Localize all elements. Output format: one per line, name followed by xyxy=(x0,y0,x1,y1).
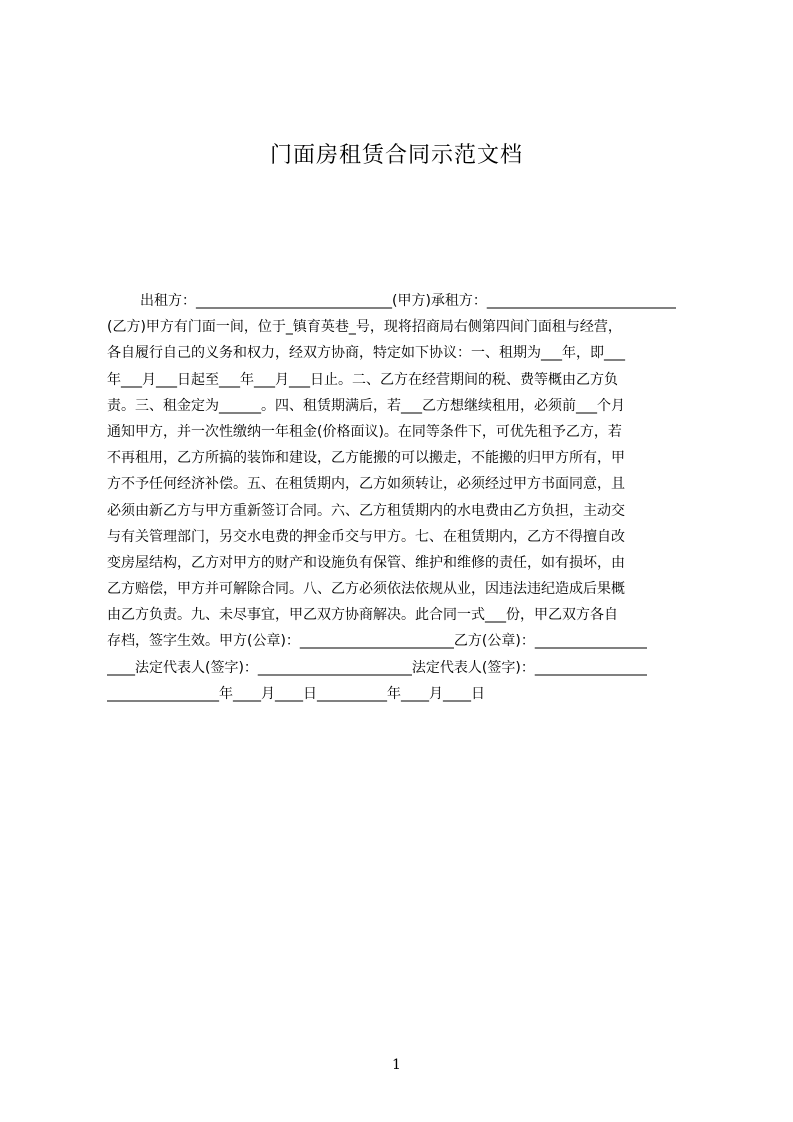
contract-line: 不再租用，乙方所搞的装饰和建设，乙方能搬的可以搬走，不能搬的归甲方所有，甲 xyxy=(107,450,625,467)
contract-body xyxy=(107,288,702,707)
contract-line: 各自履行自己的义务和权力，经双方协商，特定如下协议：一、租期为___年，即___ xyxy=(107,345,625,362)
contract-line: 乙方赔偿，甲方并可解除合同。八、乙方必须依法依规从业，因违法违纪造成后果概 xyxy=(107,581,625,598)
page-number: 1 xyxy=(392,1057,401,1073)
contract-line: 存档，签字生效。甲方(公章)：______________________乙方(公章)：________________ xyxy=(107,633,647,650)
contract-line: 年___月___日起至___年___月___日止。二、乙方在经营期间的税、费等概由乙方负 xyxy=(107,371,618,388)
contract-line: 出租方：____________________________(甲方)承租方：___________________________ xyxy=(140,293,676,309)
contract-line: 责。三、租金定为______。四、租赁期满后，若___乙方想继续租用，必须前___个月 xyxy=(107,397,625,414)
contract-line: 方不予任何经济补偿。五、在租赁期内，乙方如须转让，必须经过甲方书面同意，且 xyxy=(107,476,625,493)
contract-line: ________________年____月____日__________年____月____日 xyxy=(107,685,485,702)
document-title: 门面房租赁合同示范文档 xyxy=(269,143,523,168)
contract-line: 必须由新乙方与甲方重新签订合同。六、乙方租赁期内的水电费由乙方负担，主动交 xyxy=(107,502,625,519)
contract-line: 由乙方负责。九、未尽事宜，甲乙双方协商解决。此合同一式___份，甲乙双方各自 xyxy=(107,607,618,624)
contract-line: 通知甲方，并一次性缴纳一年租金(价格面议)。在同等条件下，可优先租予乙方，若 xyxy=(107,423,622,440)
contract-line: 与有关管理部门，另交水电费的押金币交与甲方。七、在租赁期内，乙方不得擅自改 xyxy=(107,528,625,545)
contract-line: ____法定代表人(签字)：______________________法定代表人(签字)：________________ xyxy=(107,659,647,676)
contract-line: 变房屋结构，乙方对甲方的财产和设施负有保管、维护和维修的责任，如有损坏，由 xyxy=(107,554,625,571)
contract-line: (乙方)甲方有门面一间，位于_镇育英巷_号，现将招商局右侧第四间门面租与经营， xyxy=(107,319,622,336)
